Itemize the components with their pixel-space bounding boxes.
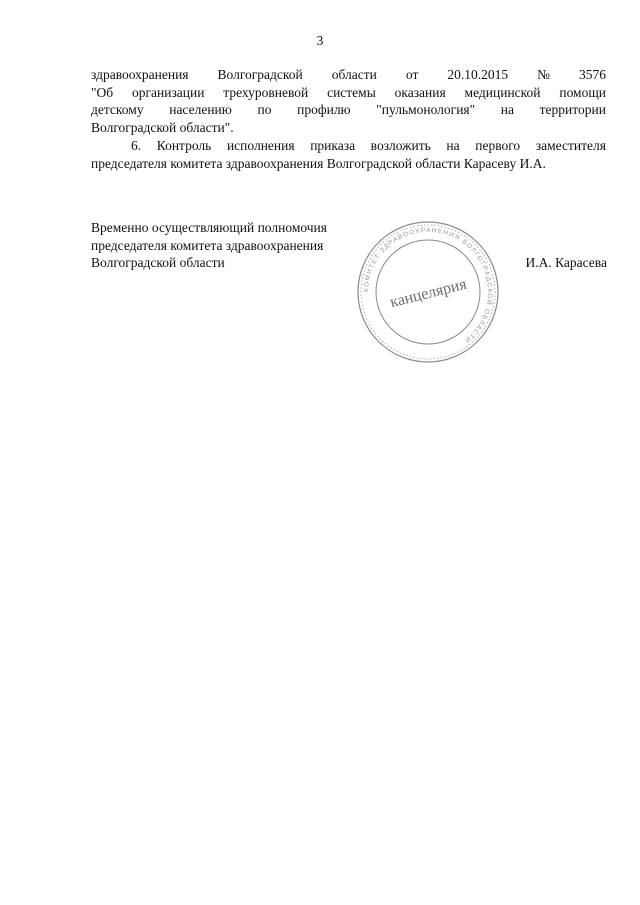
word: на	[500, 102, 515, 117]
word: системы	[327, 84, 376, 100]
word: заместителя	[535, 138, 606, 153]
stamp-ring-text: КОМИТЕТ ЗДРАВООХРАНЕНИЯ ВОЛГОГРАДСКОЙ ОБЛАСТИ	[362, 226, 494, 345]
signatory-name: И.А. Карасева	[525, 255, 607, 270]
paragraph-6	[91, 137, 606, 172]
word: 20.10.2015	[447, 67, 509, 82]
word: 3576	[578, 67, 606, 82]
word: Контроль	[156, 138, 212, 153]
text-line: Волгоградской области".	[91, 119, 234, 135]
text-line	[91, 137, 606, 155]
word: исполнения	[226, 138, 295, 153]
page-number: 3	[316, 33, 324, 48]
word: территории	[539, 102, 606, 117]
paragraph-continuation	[91, 66, 606, 136]
word: организации	[131, 84, 205, 100]
word: помощи	[559, 84, 606, 100]
text-line	[91, 66, 606, 84]
word: №	[537, 67, 550, 82]
word: населению	[169, 102, 232, 117]
stamp-center-text: канцелярия	[388, 275, 469, 312]
signature-title-line: Волгоградской области	[91, 255, 225, 270]
word: оказания	[394, 84, 446, 100]
item-number: 6.	[131, 138, 142, 153]
word: первого	[475, 138, 521, 153]
word: здравоохранения	[91, 67, 189, 82]
word: "пульмонология"	[376, 102, 476, 117]
signature-title	[91, 219, 327, 272]
text-line	[91, 101, 606, 119]
word: на	[446, 138, 460, 153]
signature-title-line: Временно осуществляющий полномочия	[91, 220, 327, 235]
word: детскому	[91, 102, 144, 117]
word: трехуровневой	[223, 84, 309, 100]
word: от	[405, 67, 419, 82]
word: по	[257, 102, 272, 117]
word: приказа	[310, 138, 356, 153]
word: Волгоградской	[217, 67, 303, 82]
text-line: председателя комитета здравоохранения Волгоградской области Карасеву И.А.	[91, 155, 546, 171]
word: профилю	[297, 102, 351, 117]
word: возложить	[370, 138, 431, 153]
signature-title-line: председателя комитета здравоохранения	[91, 237, 324, 253]
text-line	[91, 84, 606, 102]
office-stamp	[354, 218, 502, 366]
word: области	[331, 67, 377, 82]
word: "Об	[91, 84, 114, 100]
word: медицинской	[464, 84, 541, 100]
